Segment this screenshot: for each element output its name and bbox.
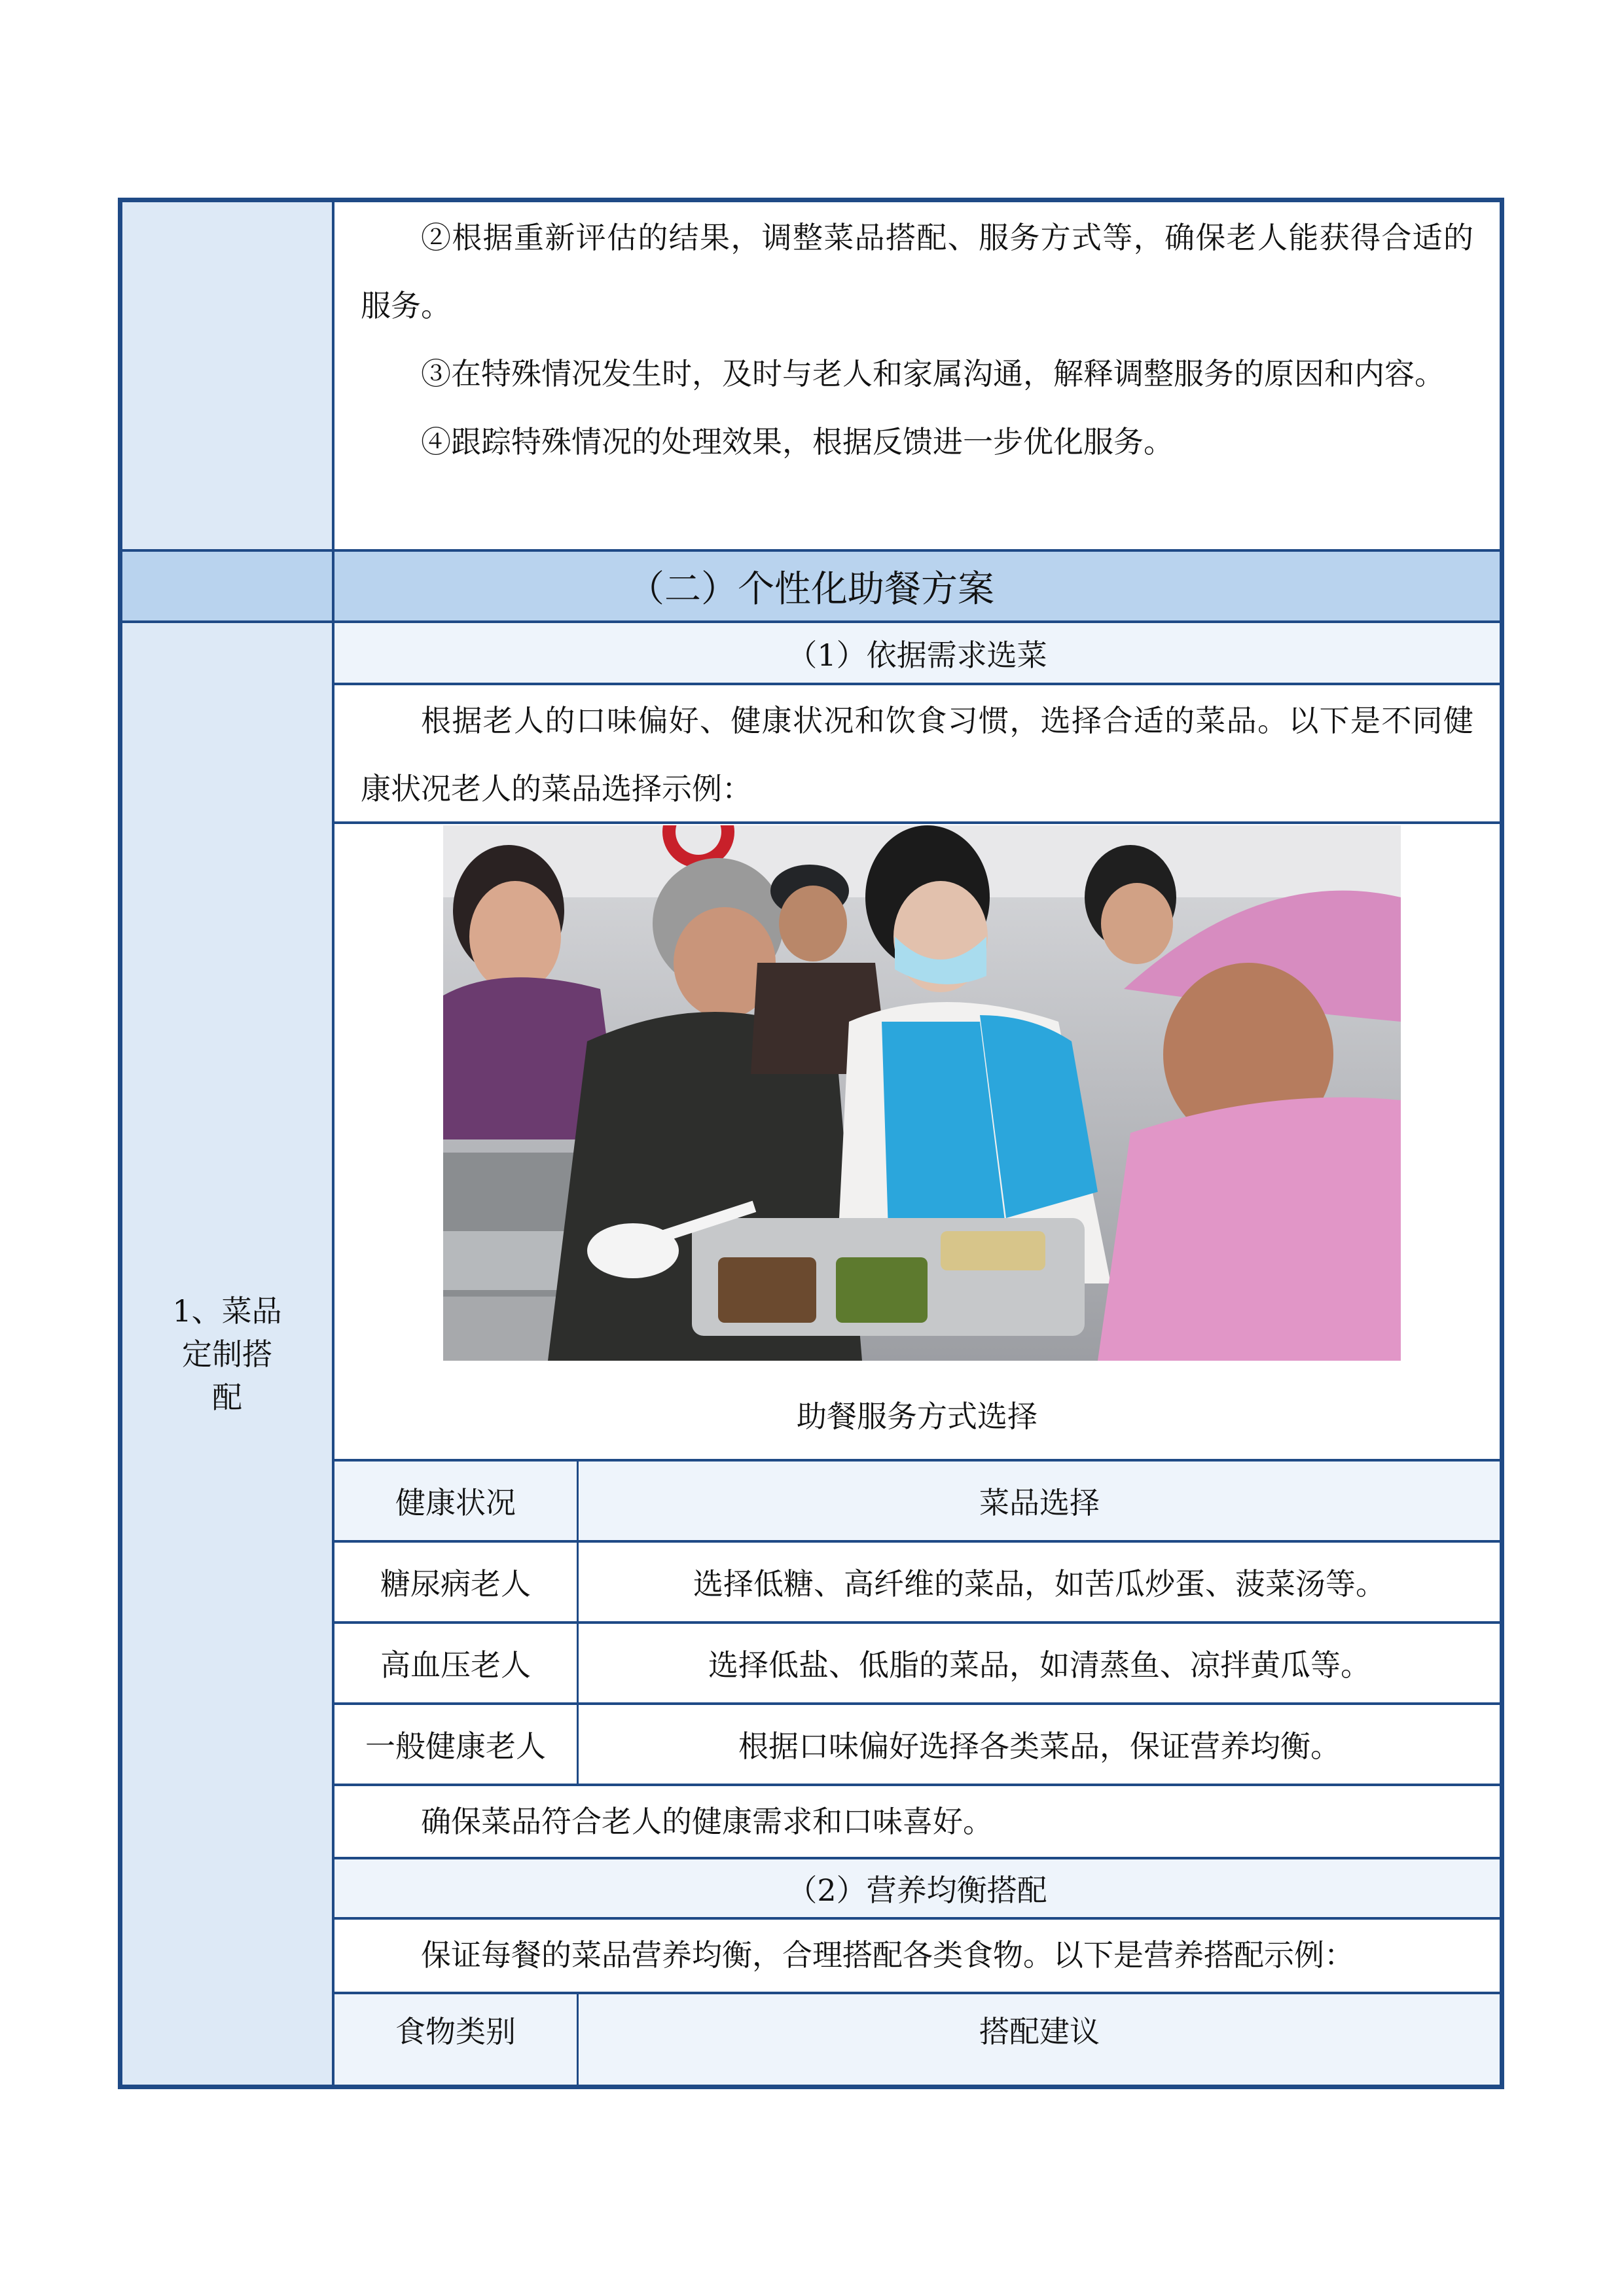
row-divider — [334, 1784, 1500, 1786]
nutrition-table-header-category — [334, 1994, 577, 2085]
row-divider — [334, 1857, 1500, 1859]
intro-1-text: 根据老人的口味偏好、健康状况和饮食习惯，选择合适的菜品。以下是不同健康状况老人的菜品选择示例： — [361, 703, 1473, 806]
health-table-header-status — [334, 1462, 577, 1540]
meal-service-photo — [443, 825, 1401, 1361]
nutrition-table-header-advice-text: 搭配建议 — [979, 2014, 1100, 2049]
row-divider — [334, 821, 1500, 824]
table-cell: 根据口味偏好选择各类菜品，保证营养均衡。 — [738, 1729, 1341, 1764]
photo-caption-text: 助餐服务方式选择 — [797, 1399, 1038, 1434]
table-cell: 高血压老人 — [380, 1647, 531, 1683]
label-cell-top — [122, 202, 332, 549]
continuation-paragraph: ④跟踪特殊情况的处理效果，根据反馈进一步优化服务。 — [421, 424, 1174, 459]
conclusion-1 — [334, 1786, 1500, 1857]
row-divider — [334, 1459, 1500, 1462]
subheading-2 — [334, 1859, 1500, 1917]
table-row-status — [334, 1624, 577, 1702]
label-cell-item — [122, 623, 332, 2085]
table-column-divider — [577, 1459, 579, 1786]
table-row-dish — [579, 1624, 1500, 1702]
row-divider — [334, 1621, 1500, 1624]
conclusion-1-text: 确保菜品符合老人的健康需求和口味喜好。 — [421, 1804, 993, 1839]
table-column-divider — [577, 1992, 579, 2085]
health-table-header-dish — [579, 1462, 1500, 1540]
continuation-block — [334, 202, 1500, 549]
row-divider — [122, 620, 1500, 623]
table-row-status — [334, 1705, 577, 1784]
table-cell: 糖尿病老人 — [380, 1566, 531, 1602]
table-cell: 选择低盐、低脂的菜品，如清蒸鱼、凉拌黄瓜等。 — [708, 1647, 1371, 1683]
item-label: 1、菜品定制搭配 — [172, 1293, 282, 1415]
subheading-1 — [334, 623, 1500, 683]
health-table-header-status-text: 健康状况 — [395, 1485, 516, 1520]
section-title: （二）个性化助餐方案 — [628, 567, 994, 611]
nutrition-table-header-category-text: 食物类别 — [395, 2014, 516, 2049]
nutrition-table-header-advice — [579, 1994, 1500, 2085]
row-divider — [334, 1540, 1500, 1543]
table-cell: 选择低糖、高纤维的菜品，如苦瓜炒蛋、菠菜汤等。 — [693, 1566, 1386, 1602]
table-row-status — [334, 1543, 577, 1621]
row-divider — [334, 1992, 1500, 1994]
continuation-paragraph: ②根据重新评估的结果，调整菜品搭配、服务方式等，确保老人能获得合适的服务。 — [361, 220, 1473, 323]
subheading-1-text: （1）依据需求选菜 — [787, 637, 1047, 673]
photo-caption — [334, 1388, 1500, 1441]
intro-2 — [334, 1920, 1500, 1992]
row-divider — [334, 683, 1500, 685]
intro-2-text: 保证每餐的菜品营养均衡，合理搭配各类食物。以下是营养搭配示例： — [421, 1937, 1354, 1973]
section-header — [122, 552, 1500, 620]
subheading-2-text: （2）营养均衡搭配 — [787, 1873, 1047, 1908]
document-table — [118, 198, 1504, 2089]
table-cell: 一般健康老人 — [365, 1729, 546, 1764]
row-divider — [334, 1917, 1500, 1920]
column-divider — [332, 202, 334, 2085]
health-table-header-dish-text: 菜品选择 — [979, 1485, 1100, 1520]
continuation-paragraph: ③在特殊情况发生时，及时与老人和家属沟通，解释调整服务的原因和内容。 — [421, 356, 1445, 391]
table-row-dish — [579, 1705, 1500, 1784]
row-divider — [334, 1702, 1500, 1705]
row-divider — [122, 549, 1500, 552]
table-row-dish — [579, 1543, 1500, 1621]
